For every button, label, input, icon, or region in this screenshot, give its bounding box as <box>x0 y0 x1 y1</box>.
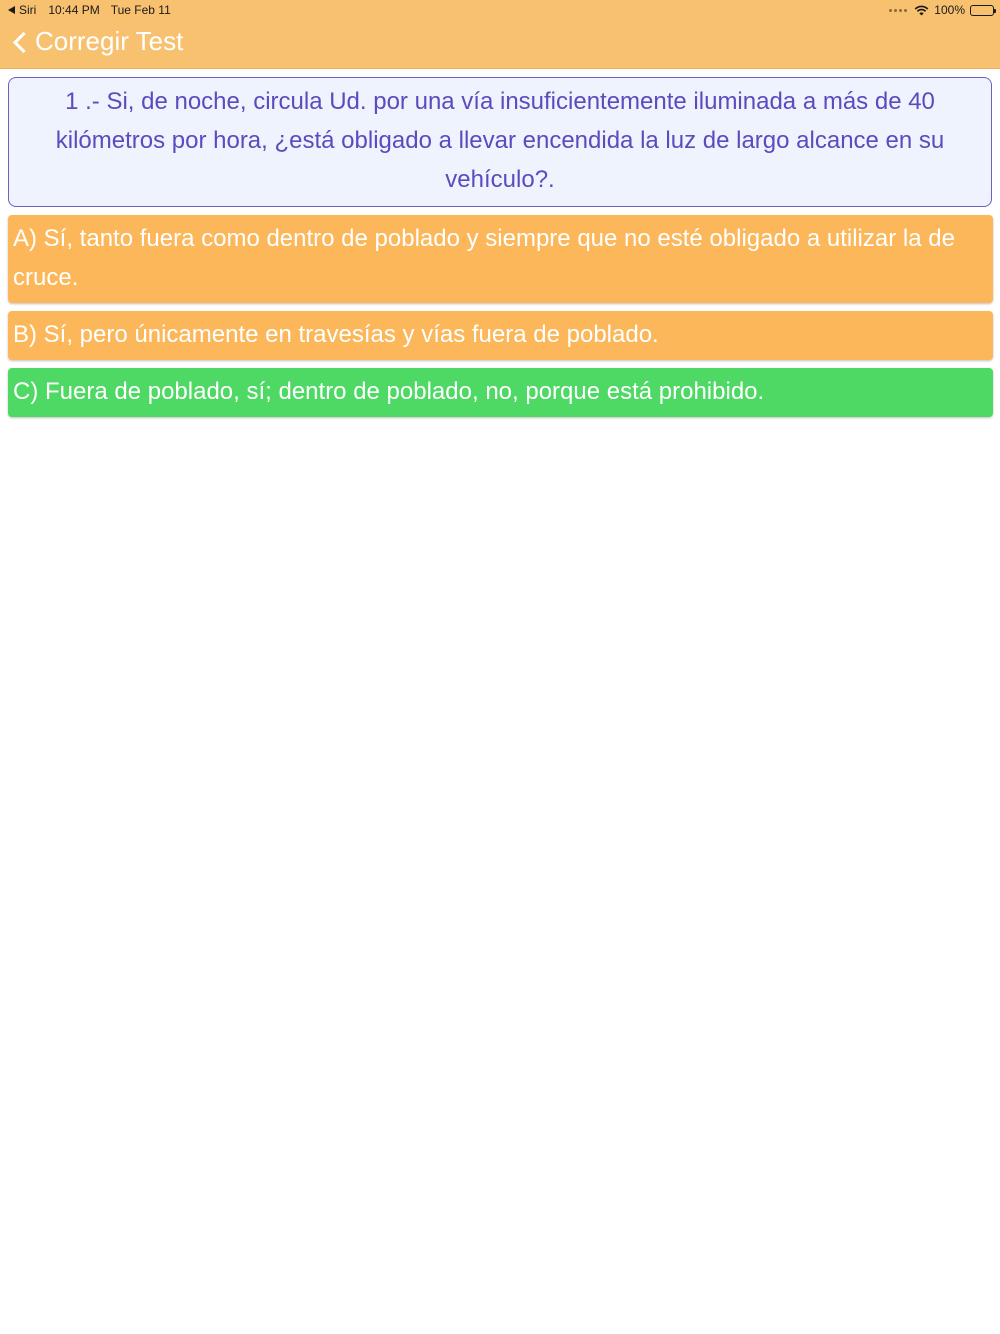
answer-option-c[interactable]: C) Fuera de poblado, sí; dentro de poblado, no, porque está prohibido. <box>8 368 993 417</box>
test-question-panel <box>8 77 993 417</box>
back-button-label: Corregir Test <box>35 26 184 56</box>
back-to-app-label[interactable]: Siri <box>19 3 37 17</box>
question-text: 1 .- Si, de noche, circula Ud. por una vía insuficientemente iluminada a más de 40 kilómetros por hora, ¿está obligado a llevar encendida la luz de largo alcance en su vehículo?. <box>8 77 992 207</box>
status-bar <box>0 0 1000 20</box>
status-date: Tue Feb 11 <box>110 3 171 17</box>
status-left <box>8 3 171 17</box>
navigation-header <box>0 0 1000 69</box>
back-to-app-icon[interactable] <box>8 6 15 14</box>
wifi-icon <box>914 5 929 16</box>
answer-option-a[interactable]: A) Sí, tanto fuera como dentro de poblado y siempre que no esté obligado a utilizar la de cruce. <box>8 215 993 303</box>
cellular-signal-icon <box>889 9 907 12</box>
answer-option-b[interactable]: B) Sí, pero únicamente en travesías y vías fuera de poblado. <box>8 311 993 360</box>
chevron-left-icon <box>13 32 34 53</box>
battery-icon <box>970 5 994 16</box>
status-time: 10:44 PM <box>48 3 100 17</box>
battery-percent: 100% <box>934 3 965 17</box>
back-button[interactable] <box>10 26 183 57</box>
status-right <box>889 3 994 17</box>
